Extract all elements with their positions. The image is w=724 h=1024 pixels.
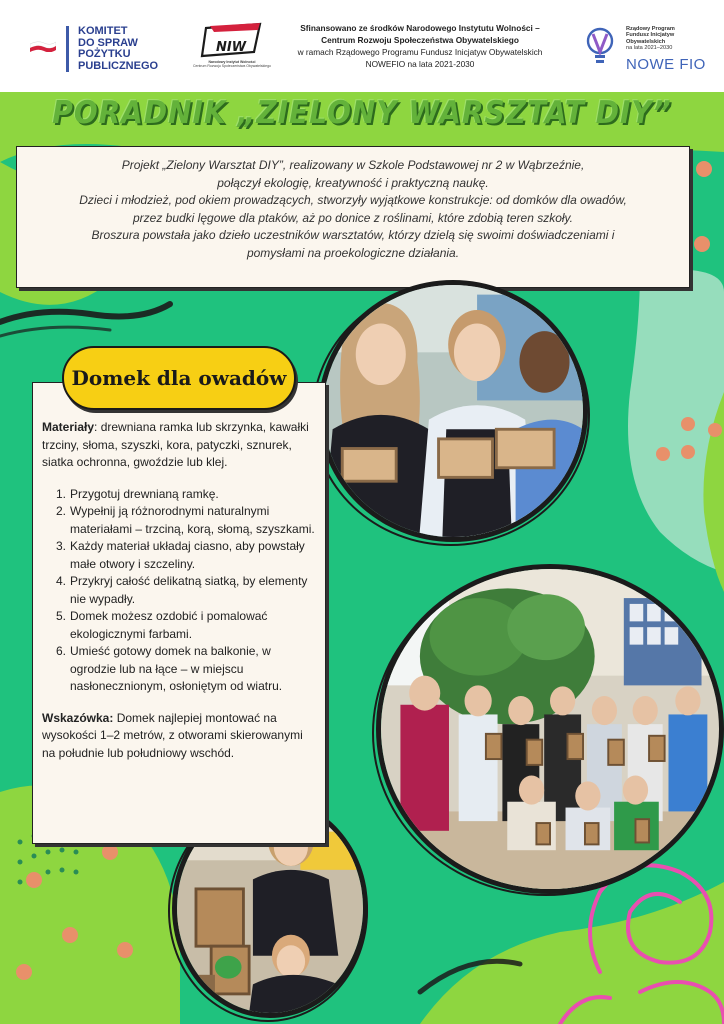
- materials-text: : drewniana ramka lub skrzynka, kawałki trzciny, słoma, szyszki, kora, patyczki, sznurek, siatka ochronna, gwoździe lub klej.: [42, 420, 309, 469]
- section-title-pill: Domek dla owadów: [62, 346, 296, 410]
- list-item: 6. Umieść gotowy domek na balkonie, w ogrodzie lub na łące – w miejscu nasłonecznionym, osłoniętym od wiatru.: [56, 644, 283, 693]
- materials-label: Materiały: [42, 420, 95, 434]
- intro-line: połączył ekologię, kreatywność i praktyczną naukę.: [217, 175, 489, 190]
- intro-line: Dzieci i młodzież, pod okiem prowadzących, stworzyły wyjątkowe konstrukcje: od domków dla owadów,: [79, 193, 627, 208]
- nowe-fio-caption: Rządowy Program Fundusz Inicjatyw Obywatelskich na lata 2021–2030: [626, 26, 675, 52]
- intro-box: [16, 146, 690, 288]
- list-item: 2. Wypełnij ją różnorodnymi naturalnymi materiałami – trzciną, korą, słomą, szyszkami.: [56, 504, 315, 536]
- materials-paragraph: [42, 419, 317, 472]
- intro-line: przez budki lęgowe dla ptaków, aż po donice z roślinami, które zdobią teren szkoły.: [132, 210, 573, 225]
- list-item: 5. Domek możesz ozdobić i pomalować ekologicznymi farbami.: [56, 609, 268, 641]
- kpp-logo: KOMITET DO SPRAW POŻYTKU PUBLICZNEGO: [78, 25, 159, 72]
- intro-line: Projekt „Zielony Warsztat DIY”, realizowany w Szkole Podstawowej nr 2 w Wąbrzeźnie,: [121, 158, 585, 172]
- nowe-fio-bulb-icon: [584, 26, 616, 66]
- steps-list: [56, 486, 317, 696]
- poster-title: PORADNIK „ZIELONY WARSZTAT DIY”: [52, 94, 672, 131]
- list-item: 3. Każdy materiał układaj ciasno, aby powstały małe otwory i szczeliny.: [56, 539, 305, 571]
- list-item: 1. Przygotuj drewnianą ramkę.: [56, 486, 219, 501]
- header-band: [0, 0, 724, 92]
- niw-logo-caption: Narodowy Instytut Wolności Centrum Rozwoju Społeczeństwa Obywatelskiego: [192, 60, 271, 68]
- nowe-fio-logo: NOWE FIO: [626, 56, 706, 73]
- instructions-box: [32, 382, 326, 844]
- funding-statement: Sfinansowano ze środków Narodowego Instytutu Wolności – Centrum Rozwoju Społeczeństwa Obywatelskiego w ramach Rządowego Programu Fundusz Inicjatyw Obywatelskich NOWEFIO na lata 2021-2030: [297, 23, 543, 69]
- kpp-logo-bar: [66, 26, 69, 72]
- intro-line: pomysłami na proekologiczne działania.: [246, 245, 460, 260]
- poland-flag-icon: [30, 40, 56, 52]
- svg-text:NIW: NIW: [216, 40, 247, 55]
- list-item: 4. Przykryj całość delikatną siatką, by elementy nie wypadły.: [56, 574, 308, 606]
- intro-line: Broszura powstała jako dzieło uczestników warsztatów, którzy dzielą się swoimi doświadczeniami i: [91, 228, 615, 243]
- photo-girls-with-insect-houses: [318, 280, 588, 542]
- tip-text: Domek najlepiej montować na wysokości 1–2 metrów, z otworami skierowanymi na południe lub południowy wschód.: [42, 710, 303, 760]
- tip-paragraph: [42, 710, 317, 763]
- photo-group-with-projects: [376, 564, 724, 894]
- tip-label: Wskazówka:: [42, 710, 114, 725]
